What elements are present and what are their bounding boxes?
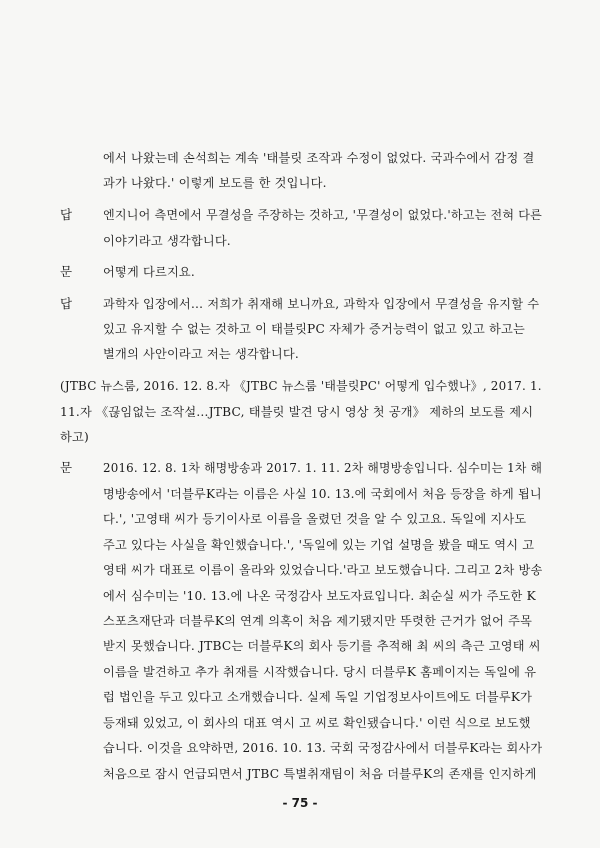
text-line: 과가 나왔다.' 이렇게 보도를 한 것입니다. — [103, 176, 327, 190]
text-line: 스포츠재단과 더블루K의 연계 의혹이 처음 제기됐지만 뚜렷한 근거가 없어 주목 — [103, 614, 533, 628]
text-line: 2016. 12. 8. 1차 해명방송과 2017. 1. 11. 2차 해명방송입니다. 심수미는 1차 해 — [103, 461, 543, 475]
text-line: 영태 씨가 대표로 이름이 올라와 있었습니다.'라고 보도했습니다. 그리고 2차 방송 — [103, 563, 543, 577]
citation-line: 하고) — [60, 430, 89, 444]
text-line: 주고 있다는 사실을 확인했습니다.', '독일에 있는 기업 설명을 봤을 때도 역시 고 — [103, 538, 535, 552]
text-line: 습니다. 이것을 요약하면, 2016. 10. 13. 국회 국정감사에서 더블루K라는 회사가 — [103, 741, 543, 755]
text-line: 럽 법인을 두고 있다고 소개했습니다. 실제 독일 기업정보사이트에도 더블루K가 — [103, 690, 533, 704]
text-line: 있고 유지할 수 없는 것하고 이 태블릿PC 자체가 증거능력이 없고 있고 하고는 — [103, 322, 525, 336]
question-label: 문 — [60, 264, 73, 279]
text-line: 처음으로 잠시 언급되면서 JTBC 특별취재팀이 처음 더블루K의 존재를 인지하게 — [103, 767, 537, 781]
question-label: 문 — [60, 460, 73, 475]
text-line: 에서 나왔는데 손석희는 계속 '태블릿 조작과 수정이 없었다. 국과수에서 감정 결 — [103, 151, 535, 165]
text-line: 이름을 발견하고 추가 취재를 시작했습니다. 당시 더블루K 홈페이지는 독일에 유 — [103, 665, 537, 679]
page-number: - 75 - — [282, 796, 318, 810]
answer-label: 답 — [60, 296, 73, 311]
citation-line: (JTBC 뉴스룸, 2016. 12. 8.자 《JTBC 뉴스룸 '태블릿PC' 어떻게 입수했나》, 2017. 1. — [60, 379, 542, 393]
text-line: 별개의 사안이라고 저는 생각합니다. — [103, 347, 299, 361]
text-line: 에서 심수미는 '10. 13.에 나온 국정감사 보도자료입니다. 최순실 씨가 주도한 K — [103, 589, 536, 603]
text-line: 명방송에서 '더블루K라는 이름은 사실 10. 13.에 국회에서 처음 등장을 하게 됩니 — [103, 487, 542, 501]
text-line: 다.', '고영태 씨가 등기이사로 이름을 올렸던 것을 알 수 있고요. 독일에 지사도 — [103, 512, 527, 526]
text-line: 이야기라고 생각합니다. — [103, 234, 231, 248]
answer-label: 답 — [60, 207, 73, 222]
text-line: 과학자 입장에서… 저희가 취재해 보니까요, 과학자 입장에서 무결성을 유지할 수 — [103, 297, 540, 311]
text-line: 등재돼 있었고, 이 회사의 대표 역시 고 씨로 확인됐습니다.' 이런 식으로 보도했 — [103, 716, 531, 730]
citation-line: 11.자 《끊임없는 조작설…JTBC, 태블릿 발견 당시 영상 첫 공개》 제하의 보도를 제시 — [60, 405, 534, 419]
text-line: 엔지니어 측면에서 무결성을 주장하는 것하고, '무결성이 없었다.'하고는 전혀 다른 — [103, 208, 542, 222]
text-line: 받지 못했습니다. JTBC는 더블루K의 회사 등기를 추적해 최 씨의 측근 고영태 씨 — [103, 639, 541, 653]
text-line: 어떻게 다르지요. — [103, 265, 195, 279]
